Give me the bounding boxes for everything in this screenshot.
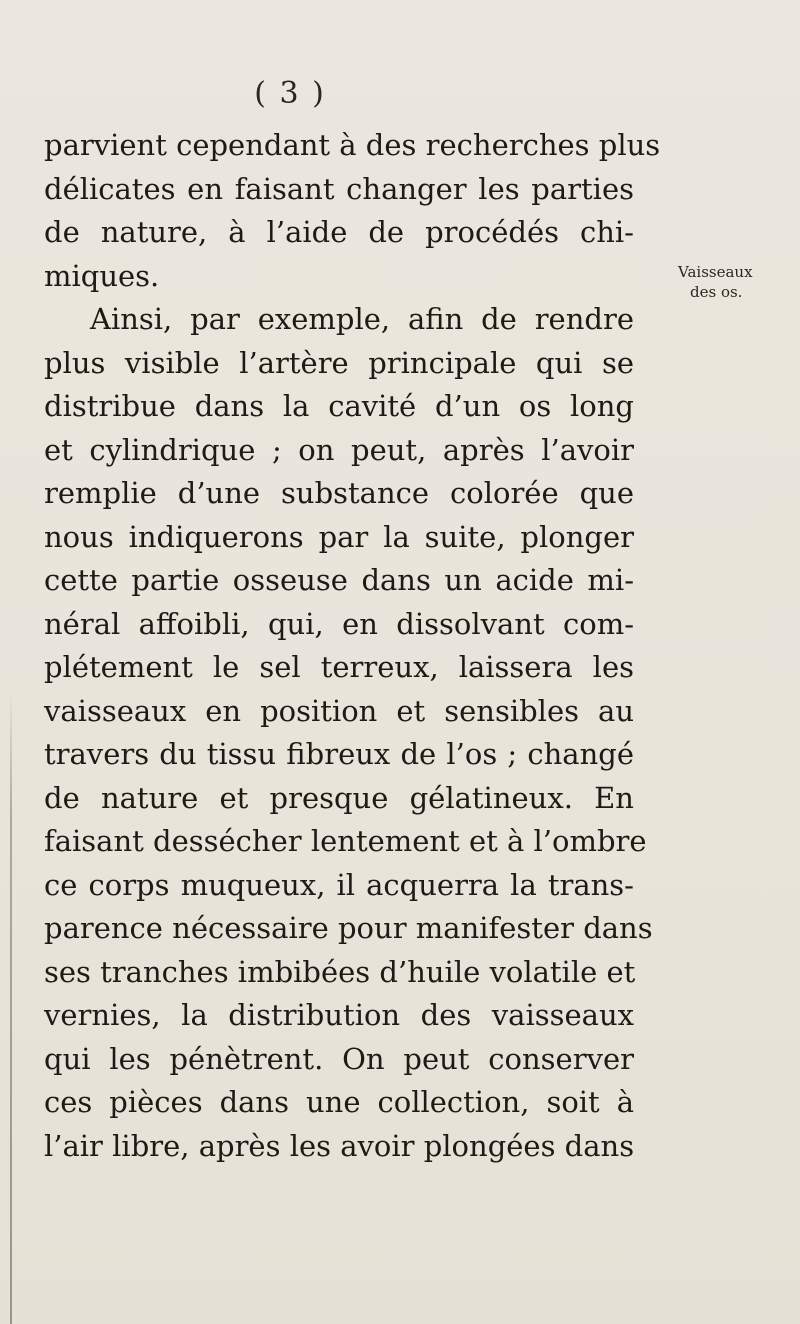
- text-line: ses tranches imbibées d’huile volatile et: [44, 954, 636, 989]
- text-line: de nature et presque gélatineux. En: [44, 780, 634, 815]
- text-line: de nature, à l’aide de procédés chi-: [44, 215, 634, 249]
- text-line: travers du tissu fibreux de l’os ; changé: [44, 737, 634, 771]
- text-line: Ainsi, par exemple, afin de rendre: [90, 302, 634, 336]
- margin-note-line: Vaisseaux: [678, 263, 753, 281]
- text-line: plus visible l’artère principale qui se: [44, 345, 634, 380]
- text-line: vernies, la distribution des vaisseaux: [44, 998, 634, 1032]
- text-line: l’air libre, après les avoir plongées dans: [44, 1128, 635, 1163]
- text-line: délicates en faisant changer les parties: [44, 171, 634, 206]
- body-text: [44, 124, 661, 1168]
- text-line: faisant dessécher lentement et à l’ombre: [44, 824, 647, 858]
- text-line: néral affoibli, qui, en dissolvant com-: [44, 606, 634, 641]
- text-line: distribue dans la cavité d’un os long: [44, 389, 634, 423]
- text-line: remplie d’une substance colorée que: [44, 476, 634, 510]
- text-line: ces pièces dans une collection, soit à: [44, 1085, 634, 1119]
- page-gutter-shadow: [10, 690, 12, 1324]
- text-line: vaisseaux en position et sensibles au: [44, 693, 634, 728]
- text-line: cette partie osseuse dans un acide mi-: [44, 563, 634, 597]
- text-line: miques.: [44, 258, 160, 293]
- margin-note: [652, 262, 792, 302]
- text-line: et cylindrique ; on peut, après l’avoir: [44, 432, 634, 467]
- margin-note-line: des os.: [690, 283, 743, 301]
- text-line: parence nécessaire pour manifester dans: [44, 911, 653, 945]
- text-line: qui les pénètrent. On peut conserver: [44, 1041, 634, 1076]
- text-line: ce corps muqueux, il acquerra la trans-: [44, 867, 634, 902]
- text-line: parvient cependant à des recherches plus: [44, 128, 661, 162]
- text-line: nous indiquerons par la suite, plonger: [44, 519, 634, 554]
- text-line: plétement le sel terreux, laissera les: [44, 650, 634, 684]
- page-number: ( 3 ): [254, 76, 326, 111]
